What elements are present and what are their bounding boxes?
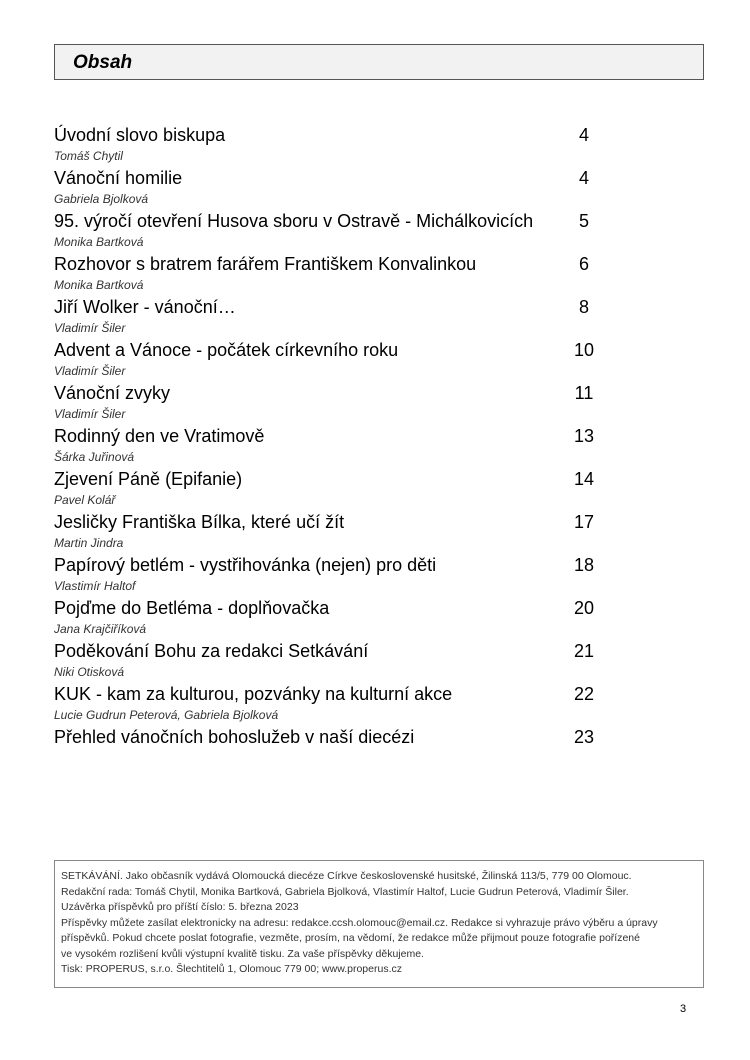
toc-entry[interactable]	[54, 510, 594, 553]
toc-entry-title: Papírový betlém - vystřihovánka (nejen) pro děti	[54, 555, 437, 575]
toc-entry-title: Vánoční zvyky	[54, 383, 171, 403]
toc-entry[interactable]	[54, 553, 594, 596]
toc-entry[interactable]	[54, 424, 594, 467]
contents-heading: Obsah	[73, 52, 133, 73]
toc-entry-page: 23	[573, 727, 595, 747]
imprint-line: Tisk: PROPERUS, s.r.o. Šlechtitelů 1, Olomouc 779 00; www.properus.cz	[61, 963, 402, 975]
toc-entry-page: 14	[573, 469, 595, 489]
toc-entry[interactable]	[54, 209, 594, 252]
toc-entry-author: Vlastimír Haltof	[54, 579, 136, 593]
toc-entry-page: 17	[573, 512, 595, 532]
toc-entry-author: Tomáš Chytil	[54, 149, 123, 163]
toc-entry-author: Vladimír Šiler	[54, 321, 126, 335]
toc-entry-page: 22	[573, 684, 595, 704]
toc-entry-author: Martin Jindra	[54, 536, 124, 550]
toc-entry-title: Jiří Wolker - vánoční…	[54, 297, 236, 317]
toc-entry-title: KUK - kam za kulturou, pozvánky na kulturní akce	[54, 684, 453, 704]
toc-entry-author: Vladimír Šiler	[54, 364, 126, 378]
toc-entry-page: 13	[573, 426, 595, 446]
toc-entry-author: Lucie Gudrun Peterová, Gabriela Bjolková	[54, 708, 279, 722]
toc-entry-title: Rodinný den ve Vratimově	[54, 426, 265, 446]
toc-entry-author: Monika Bartková	[54, 278, 144, 292]
toc-entry-page: 20	[573, 598, 595, 618]
imprint-line: SETKÁVÁNÍ. Jako občasník vydává Olomoucká diecéze Církve československé husitské, Žilinská 113/5, 779 00 Olomouc.	[61, 870, 632, 882]
toc-entry-page: 4	[578, 125, 589, 145]
toc-entry-author: Monika Bartková	[54, 235, 144, 249]
toc-entry-page: 10	[573, 340, 595, 360]
toc-entry-page: 8	[578, 297, 589, 317]
toc-entry-author: Vladimír Šiler	[54, 407, 126, 421]
contents-header-box	[54, 44, 704, 80]
toc-entry-title: Zjevení Páně (Epifanie)	[54, 469, 243, 489]
toc-entry[interactable]	[54, 682, 594, 725]
toc-entry-page: 6	[578, 254, 589, 274]
toc-entry[interactable]	[54, 295, 594, 338]
toc-entry-title: Přehled vánočních bohoslužeb v naší diecézi	[54, 727, 415, 747]
imprint-line: ve vysokém rozlišení kvůli výstupní kvalitě tisku. Za vaše příspěvky děkujeme.	[61, 947, 424, 960]
imprint-line: Redakční rada: Tomáš Chytil, Monika Bartková, Gabriela Bjolková, Vlastimír Haltof, Lucie Gudrun Peterová, Vladimír Šiler.	[61, 885, 629, 898]
toc-entry[interactable]	[54, 166, 594, 209]
toc-entry-author: Jana Krajčiříková	[54, 622, 147, 636]
toc-entry[interactable]	[54, 596, 594, 639]
toc-entry-title: Úvodní slovo biskupa	[54, 125, 226, 145]
toc-entry-title: Advent a Vánoce - počátek církevního roku	[54, 340, 399, 360]
toc-entry-page: 5	[578, 211, 589, 231]
imprint-box	[54, 860, 704, 988]
toc-entry[interactable]	[54, 338, 594, 381]
toc-entry-title: Rozhovor s bratrem farářem Františkem Konvalinkou	[54, 254, 477, 274]
toc-entry-title: Vánoční homilie	[54, 168, 183, 188]
toc-entry[interactable]	[54, 123, 594, 166]
toc-entry-title: Pojďme do Betléma - doplňovačka	[54, 598, 330, 618]
page-number: 3	[680, 1003, 687, 1015]
toc-entry-page: 4	[578, 168, 589, 188]
imprint-line: Uzávěrka příspěvků pro příští číslo: 5. března 2023	[61, 901, 299, 913]
toc-entry-page: 18	[573, 555, 595, 575]
toc-entry-title: Jesličky Františka Bílka, které učí žít	[54, 512, 345, 532]
toc-entry-title: 95. výročí otevření Husova sboru v Ostravě - Michálkovicích	[54, 211, 534, 231]
toc-entry-title: Poděkování Bohu za redakci Setkávání	[54, 641, 369, 661]
toc-entry[interactable]	[54, 639, 594, 682]
toc-entry-page: 21	[573, 641, 595, 661]
toc-entry[interactable]	[54, 381, 594, 424]
imprint-line: Příspěvky můžete zasílat elektronicky na adresu: redakce.ccsh.olomouc@email.cz. Redakce si vyhrazuje právo výběru a úpravy	[61, 916, 658, 929]
toc-entry-author: Šárka Juřinová	[54, 450, 135, 464]
toc-entry-page: 11	[574, 383, 594, 403]
toc-entry-author: Gabriela Bjolková	[54, 192, 149, 206]
toc-entry-author: Niki Otisková	[54, 665, 125, 679]
imprint-line: příspěvků. Pokud chcete poslat fotografie, vezměte, prosím, na vědomí, že redakce může přijmout pouze fotografie pořízené	[61, 932, 640, 944]
toc-entry-author: Pavel Kolář	[54, 493, 116, 507]
toc-entry[interactable]	[54, 467, 594, 510]
table-of-contents	[54, 123, 594, 768]
toc-entry[interactable]	[54, 725, 594, 768]
toc-entry[interactable]	[54, 252, 594, 295]
